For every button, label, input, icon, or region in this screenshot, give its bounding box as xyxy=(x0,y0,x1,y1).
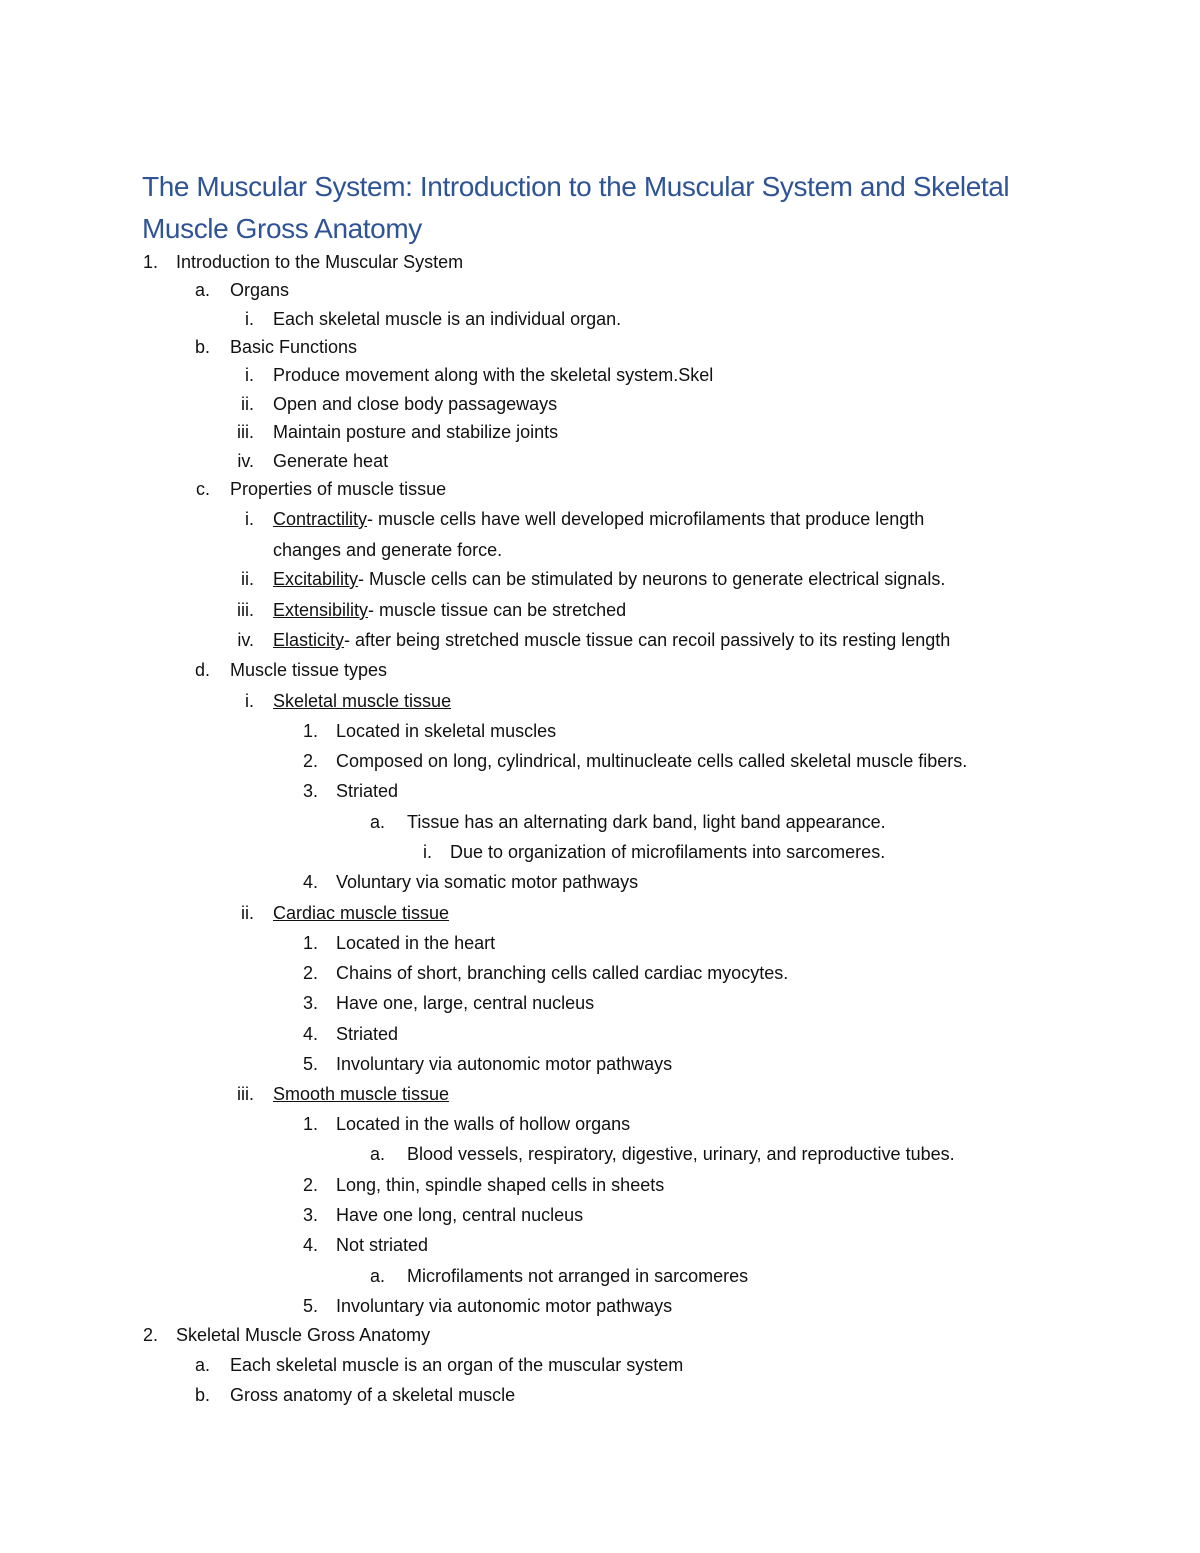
list-text: Chains of short, branching cells called cardiac myocytes. xyxy=(336,963,789,983)
list-text: Long, thin, spindle shaped cells in sheets xyxy=(336,1175,665,1195)
list-marker: b. xyxy=(194,1385,210,1405)
list-item xyxy=(0,360,1200,390)
list-item xyxy=(0,1230,1200,1260)
list-item xyxy=(0,1200,1200,1230)
list-item xyxy=(0,1170,1200,1200)
list-text: Voluntary via somatic motor pathways xyxy=(336,872,639,892)
list-item xyxy=(0,389,1200,419)
list-marker: 3. xyxy=(302,993,318,1013)
list-marker: 3. xyxy=(302,1205,318,1225)
list-marker: iii. xyxy=(237,422,254,442)
list-text: Organs xyxy=(230,280,290,300)
list-marker: iv. xyxy=(237,630,254,650)
list-marker: 1. xyxy=(142,252,158,272)
list-text: Generate heat xyxy=(273,451,389,471)
list-item xyxy=(0,928,1200,958)
list-text: Blood vessels, respiratory, digestive, urinary, and reproductive tubes. xyxy=(407,1144,955,1164)
list-marker: 1. xyxy=(302,721,318,741)
list-item xyxy=(0,655,1200,685)
list-marker: 4. xyxy=(302,1024,318,1044)
list-text: Produce movement along with the skeletal system.Skel xyxy=(273,365,714,385)
list-item xyxy=(0,1350,1200,1380)
list-text: Involuntary via autonomic motor pathways xyxy=(336,1054,673,1074)
list-marker: ii. xyxy=(241,903,254,923)
list-marker: 1. xyxy=(302,1114,318,1134)
list-text: Skeletal Muscle Gross Anatomy xyxy=(176,1325,431,1345)
list-text: Have one long, central nucleus xyxy=(336,1205,584,1225)
list-marker: i. xyxy=(245,509,254,529)
list-item xyxy=(0,958,1200,988)
list-marker: a. xyxy=(369,1144,385,1164)
list-item xyxy=(0,686,1200,716)
list-item xyxy=(0,1019,1200,1049)
list-text: Tissue has an alternating dark band, light band appearance. xyxy=(407,812,886,832)
list-item xyxy=(0,1261,1200,1291)
list-text: Introduction to the Muscular System xyxy=(176,252,464,272)
list-item xyxy=(0,1079,1200,1109)
list-item xyxy=(0,898,1200,928)
list-marker: i. xyxy=(245,309,254,329)
list-item xyxy=(0,716,1200,746)
list-marker: 1. xyxy=(302,933,318,953)
list-marker: d. xyxy=(194,660,210,680)
list-text: Involuntary via autonomic motor pathways xyxy=(336,1296,673,1316)
list-marker: 2. xyxy=(302,751,318,771)
list-marker: a. xyxy=(369,1266,385,1286)
list-item xyxy=(0,1109,1200,1139)
term: Elasticity xyxy=(273,630,345,650)
list-text: Microfilaments not arranged in sarcomeres xyxy=(407,1266,749,1286)
list-item xyxy=(0,446,1200,476)
list-marker: 4. xyxy=(302,1235,318,1255)
list-text: Not striated xyxy=(336,1235,429,1255)
list-item xyxy=(0,1320,1200,1350)
list-item xyxy=(0,332,1200,362)
list-marker: 3. xyxy=(302,781,318,801)
list-item xyxy=(0,247,1200,277)
list-item xyxy=(0,837,1200,867)
list-marker: b. xyxy=(194,337,210,357)
list-text: Each skeletal muscle is an individual organ. xyxy=(273,309,622,329)
list-text: Composed on long, cylindrical, multinucleate cells called skeletal muscle fibers. xyxy=(336,751,968,771)
section-heading: Smooth muscle tissue xyxy=(273,1084,450,1104)
list-marker: 5. xyxy=(302,1054,318,1074)
section-heading: Skeletal muscle tissue xyxy=(273,691,452,711)
list-text: Due to organization of microfilaments into sarcomeres. xyxy=(450,842,886,862)
list-marker: i. xyxy=(423,842,432,862)
list-marker: c. xyxy=(195,479,210,499)
list-text: - Muscle cells can be stimulated by neurons to generate electrical signals. xyxy=(358,569,946,589)
list-text: Muscle tissue types xyxy=(230,660,388,680)
list-text: Located in the heart xyxy=(336,933,496,953)
list-marker: i. xyxy=(245,691,254,711)
term: Excitability xyxy=(273,569,359,589)
list-text: - muscle tissue can be stretched xyxy=(368,600,627,620)
list-item xyxy=(0,275,1200,305)
list-item xyxy=(0,807,1200,837)
list-text: changes and generate force. xyxy=(273,540,503,560)
list-text: - muscle cells have well developed microfilaments that produce length xyxy=(367,509,925,529)
list-text: Each skeletal muscle is an organ of the muscular system xyxy=(230,1355,684,1375)
list-marker: 5. xyxy=(302,1296,318,1316)
list-text: Maintain posture and stabilize joints xyxy=(273,422,559,442)
list-text: Basic Functions xyxy=(230,337,358,357)
list-text: - after being stretched muscle tissue can recoil passively to its resting length xyxy=(344,630,951,650)
list-marker: iii. xyxy=(237,1084,254,1104)
list-item xyxy=(0,1380,1200,1410)
list-marker: 2. xyxy=(142,1325,158,1345)
list-text: Open and close body passageways xyxy=(273,394,558,414)
list-item xyxy=(0,867,1200,897)
list-item xyxy=(0,304,1200,334)
list-marker: ii. xyxy=(241,394,254,414)
list-text: Have one, large, central nucleus xyxy=(336,993,595,1013)
list-item xyxy=(0,1139,1200,1169)
list-marker: iii. xyxy=(237,600,254,620)
list-marker: ii. xyxy=(241,569,254,589)
list-text: Gross anatomy of a skeletal muscle xyxy=(230,1385,516,1405)
list-text: Striated xyxy=(336,781,399,801)
list-text: Located in skeletal muscles xyxy=(336,721,557,741)
list-marker: a. xyxy=(194,280,210,300)
list-item xyxy=(0,564,1200,594)
list-item xyxy=(0,417,1200,447)
list-marker: 2. xyxy=(302,963,318,983)
list-item xyxy=(0,746,1200,776)
list-item xyxy=(0,776,1200,806)
list-marker: 2. xyxy=(302,1175,318,1195)
list-item xyxy=(0,474,1200,504)
list-marker: i. xyxy=(245,365,254,385)
list-marker: iv. xyxy=(237,451,254,471)
term: Contractility xyxy=(273,509,368,529)
list-marker: a. xyxy=(194,1355,210,1375)
list-item xyxy=(0,595,1200,625)
list-item xyxy=(0,988,1200,1018)
list-item xyxy=(0,1291,1200,1321)
section-heading: Cardiac muscle tissue xyxy=(273,903,450,923)
list-text: Properties of muscle tissue xyxy=(230,479,447,499)
list-item xyxy=(0,1049,1200,1079)
list-item xyxy=(0,504,1200,534)
list-marker: a. xyxy=(369,812,385,832)
list-text: Located in the walls of hollow organs xyxy=(336,1114,631,1134)
list-marker: 4. xyxy=(302,872,318,892)
list-item-continuation xyxy=(0,535,1200,565)
document-title: The Muscular System: Introduction to the Muscular System and Skeletal Muscle Gross Anatomy xyxy=(142,171,1010,244)
list-text: Striated xyxy=(336,1024,399,1044)
list-item xyxy=(0,625,1200,655)
term: Extensibility xyxy=(273,600,369,620)
